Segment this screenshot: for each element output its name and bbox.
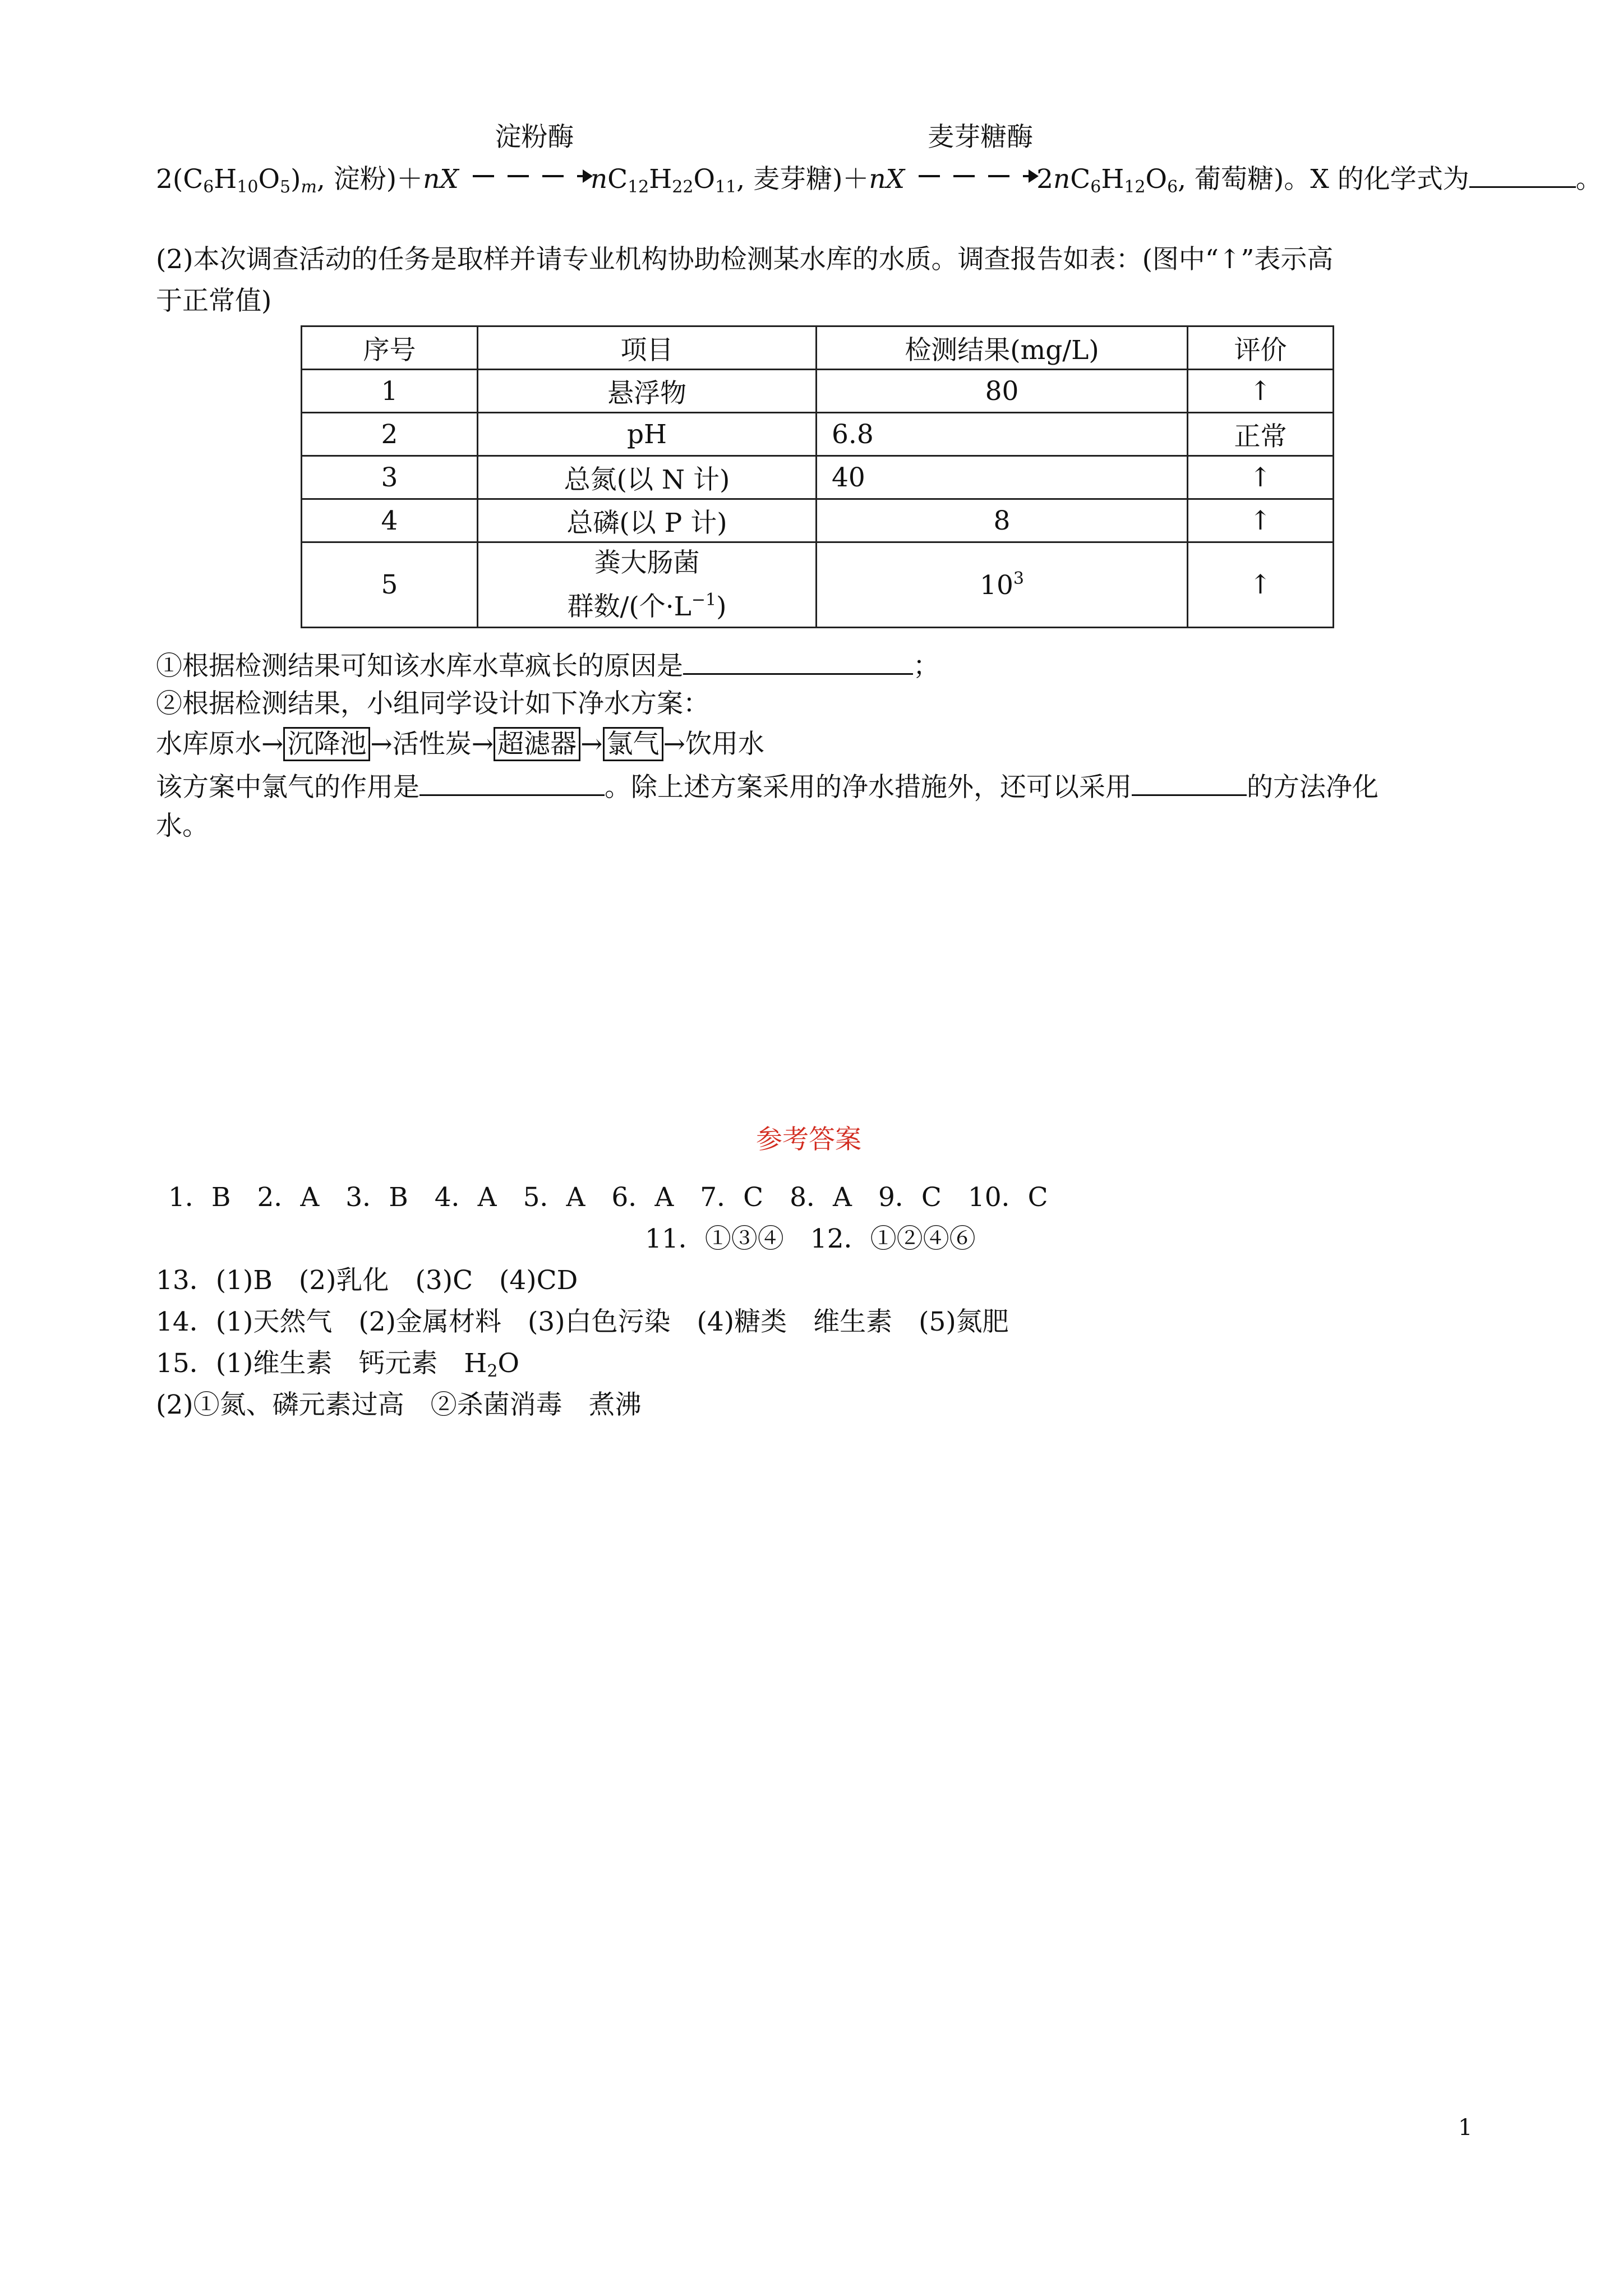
cell-item: 悬浮物 xyxy=(478,370,817,413)
table-row xyxy=(302,542,1334,628)
reaction-arrow-2 xyxy=(913,122,1036,195)
cell-eval: ↑ xyxy=(1188,456,1334,499)
sub3-text: 的方法净化 xyxy=(1247,772,1378,803)
eq-text: 2 xyxy=(1036,164,1053,195)
eq-sub: 6 xyxy=(1167,177,1178,197)
header-cell: 序号 xyxy=(302,326,478,370)
arrow-right-icon: → xyxy=(663,729,685,760)
eq-sub: 12 xyxy=(628,177,649,197)
cell-eval: ↑ xyxy=(1188,499,1334,542)
eq-sub: 5 xyxy=(280,177,291,197)
cell-no: 3 xyxy=(302,456,478,499)
eq-nx: nX xyxy=(869,164,905,195)
answer-line-2: 11．①③④ 12．①②④⑥ xyxy=(645,1223,976,1254)
cell-no: 1 xyxy=(302,370,478,413)
answer-line-4: 14．(1)天然气 (2)金属材料 (3)白色污染 (4)糖类 维生素 (5)氮肥 xyxy=(156,1306,1009,1337)
flow-step-carbon: 活性炭 xyxy=(392,729,472,760)
eq-text: , 葡萄糖)。X 的化学式为 xyxy=(1178,164,1469,195)
cell-item-sup: −1 xyxy=(691,590,717,610)
eq-text: O xyxy=(1145,164,1168,195)
cell-item-text: 群数/(个·L xyxy=(567,591,691,622)
cell-item-line2 xyxy=(478,582,815,625)
eq-n: n xyxy=(1053,164,1071,195)
answer-text: 15．(1)维生素 钙元素 H xyxy=(156,1348,487,1379)
cell-result-sup: 3 xyxy=(1013,569,1024,588)
cell-no: 2 xyxy=(302,413,478,456)
eq-starch-prefix: 2(C xyxy=(156,164,204,195)
answer-title: 参考答案 xyxy=(756,1124,861,1155)
question2-line1: (2)本次调查活动的任务是取样并请专业机构协助检测某水库的水质。调查报告如表：(图中“↑”表示高 xyxy=(156,244,1334,275)
eq-text: ) xyxy=(291,164,301,195)
flow-end: 饮用水 xyxy=(685,729,764,760)
flow-step-ultrafilter: 超滤器 xyxy=(494,727,580,761)
arrow-right-icon: → xyxy=(580,729,603,760)
cell-eval: 正常 xyxy=(1188,413,1334,456)
cell-no: 4 xyxy=(302,499,478,542)
sub3-text: 。除上述方案采用的净水措施外，还可以采用 xyxy=(605,772,1132,803)
eq-text: C xyxy=(1070,164,1091,195)
eq-sub: 12 xyxy=(1124,177,1146,197)
sub3-text: 该方案中氯气的作用是 xyxy=(156,772,419,803)
reaction-arrow-1 xyxy=(467,122,591,195)
cell-no: 5 xyxy=(302,542,478,628)
dashed-arrow-icon xyxy=(473,175,585,177)
cell-eval: ↑ xyxy=(1188,370,1334,413)
eq-text: O xyxy=(693,164,715,195)
sub1-text: ①根据检测结果可知该水库水草疯长的原因是 xyxy=(156,651,683,682)
cell-eval: ↑ xyxy=(1188,542,1334,628)
eq-text: C xyxy=(607,164,628,195)
table-row xyxy=(302,413,1334,456)
flow-step-chlorine: 氯气 xyxy=(603,727,663,761)
header-cell: 评价 xyxy=(1188,326,1334,370)
answer-blank-chlorine-role[interactable] xyxy=(419,766,605,796)
answer-line-1: 1．B 2．A 3．B 4．A 5．A 6．A 7．C 8．A 9．C 10．C xyxy=(168,1182,1048,1213)
sub-question-2: ②根据检测结果，小组同学设计如下净水方案： xyxy=(156,688,709,719)
eq-text: 。 xyxy=(1575,164,1602,195)
cell-result: 40 xyxy=(817,456,1188,499)
arrow-right-icon: → xyxy=(370,729,393,760)
cell-result-base: 10 xyxy=(980,570,1013,601)
eq-text: H xyxy=(1101,164,1124,195)
eq-sub-m: m xyxy=(301,177,317,197)
flow-start: 水库原水 xyxy=(156,729,261,760)
purification-flow xyxy=(156,726,764,763)
header-cell: 检测结果(mg/L) xyxy=(817,326,1188,370)
eq-sub: 22 xyxy=(672,177,694,197)
eq-sub: 10 xyxy=(237,177,259,197)
eq-sub: 6 xyxy=(203,177,214,197)
cell-item: 总磷(以 P 计) xyxy=(478,499,817,542)
flow-step-sedimentation: 沉降池 xyxy=(283,727,370,761)
cell-item: 总氮(以 N 计) xyxy=(478,456,817,499)
eq-nx: nX xyxy=(423,164,459,195)
eq-sub: 6 xyxy=(1090,177,1101,197)
eq-sub: 11 xyxy=(715,177,737,197)
water-quality-table xyxy=(301,325,1334,628)
eq-text: H xyxy=(214,164,237,195)
answer-line-5 xyxy=(156,1345,519,1390)
table-row xyxy=(302,370,1334,413)
eq-text: , 麦芽糖)＋ xyxy=(736,164,869,195)
answer-blank-formula[interactable] xyxy=(1469,158,1576,188)
table-header-row xyxy=(302,326,1334,370)
cell-item-text: ) xyxy=(716,591,727,622)
page-number: 1 xyxy=(1458,2115,1473,2141)
eq-n: n xyxy=(590,164,608,195)
header-cell: 项目 xyxy=(478,326,817,370)
cell-item: pH xyxy=(478,413,817,456)
sub-question-3-line2: 水。 xyxy=(156,811,209,841)
enzyme-label: 麦芽糖酶 xyxy=(928,122,1034,153)
enzyme-label: 淀粉酶 xyxy=(495,122,574,153)
sub1-end: ； xyxy=(913,651,939,682)
dashed-arrow-icon xyxy=(919,175,1031,177)
table-row xyxy=(302,456,1334,499)
eq-text: O xyxy=(258,164,280,195)
cell-item xyxy=(478,542,817,628)
answer-line-6: (2)①氮、磷元素过高 ②杀菌消毒 煮沸 xyxy=(156,1389,642,1420)
cell-item-line1: 粪大肠菌 xyxy=(594,547,700,578)
sub-question-3 xyxy=(156,766,1378,806)
cell-result xyxy=(817,542,1188,628)
answer-text: O xyxy=(497,1348,520,1379)
table-row xyxy=(302,499,1334,542)
cell-result: 8 xyxy=(817,499,1188,542)
answer-blank-reason[interactable] xyxy=(683,645,913,675)
arrow-right-icon: → xyxy=(471,729,494,760)
eq-text: H xyxy=(649,164,672,195)
arrow-right-icon: → xyxy=(261,729,284,760)
question2-line2: 于正常值) xyxy=(156,286,272,316)
equation-line xyxy=(156,122,1602,206)
eq-text: , 淀粉)＋ xyxy=(316,164,423,195)
answer-line-3: 13．(1)B (2)乳化 (3)C (4)CD xyxy=(156,1265,578,1296)
cell-result: 80 xyxy=(817,370,1188,413)
answer-blank-method[interactable] xyxy=(1132,766,1247,796)
answer-sub: 2 xyxy=(487,1361,498,1381)
cell-result: 6.8 xyxy=(817,413,1188,456)
sub-question-1 xyxy=(156,645,939,685)
